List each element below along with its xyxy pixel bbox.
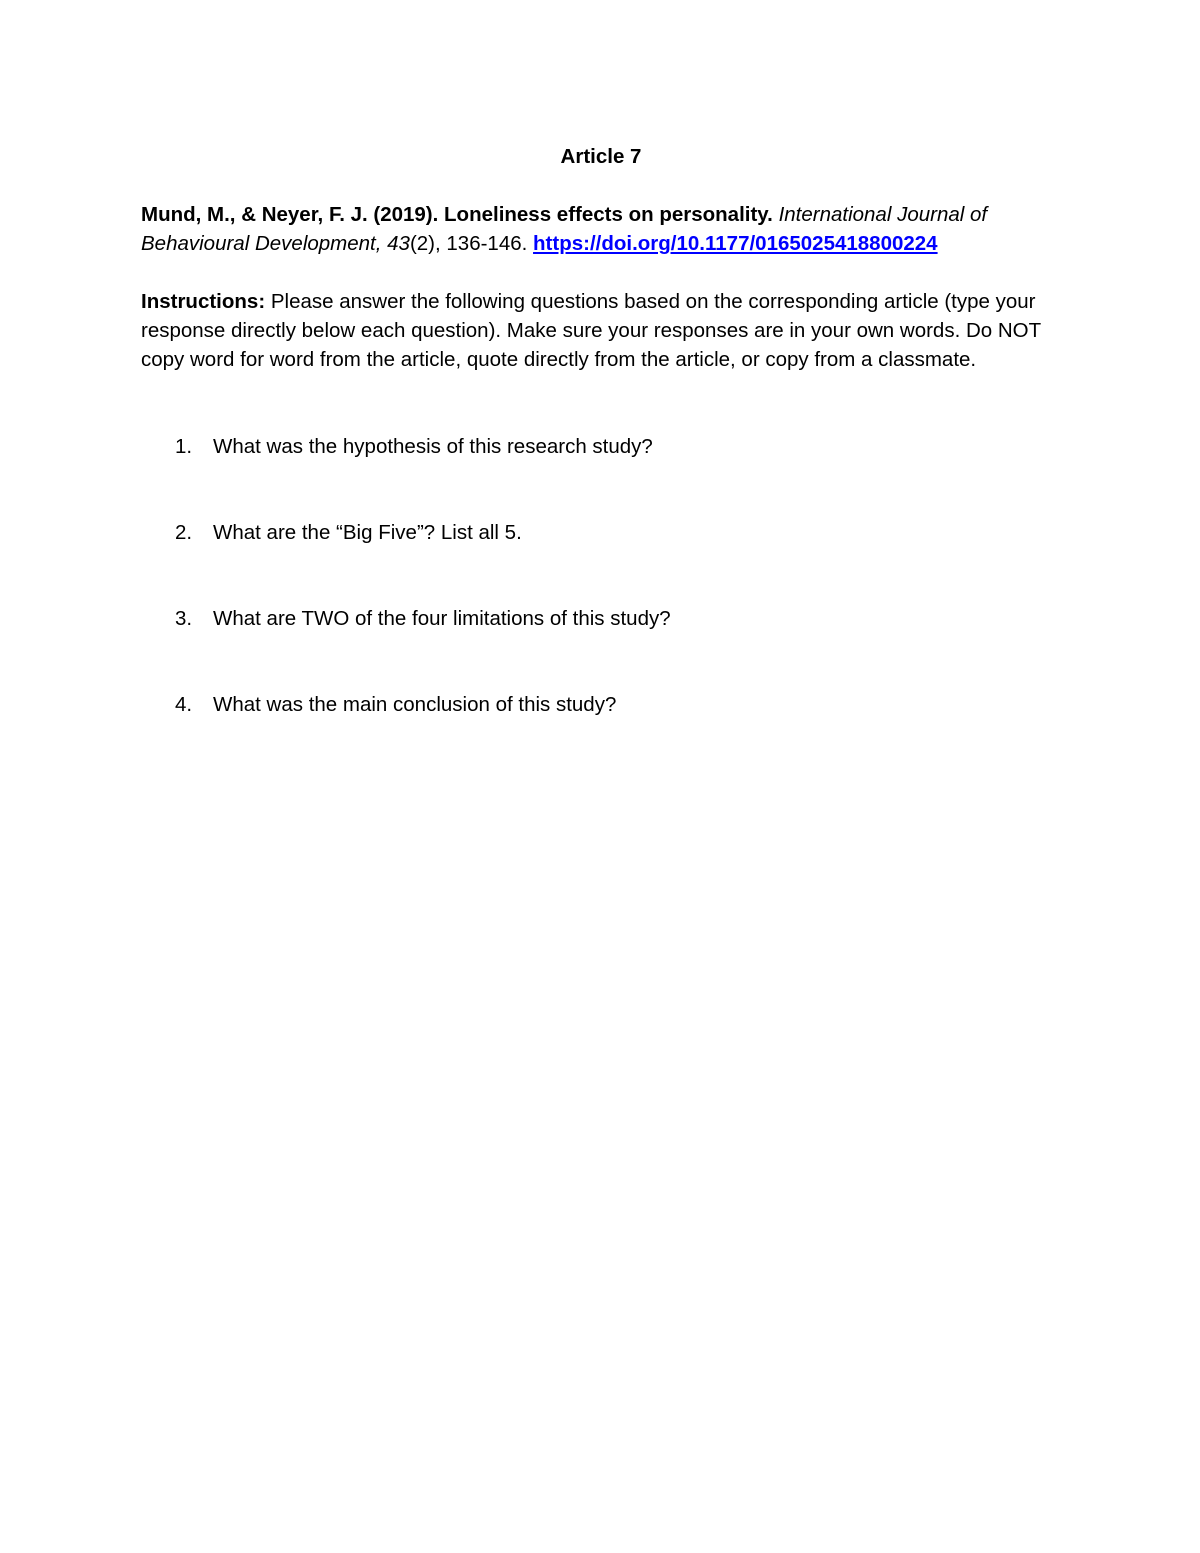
question-item <box>141 432 1061 461</box>
question-list <box>141 432 1061 719</box>
doi-link[interactable]: https://doi.org/10.1177/0165025418800224 <box>533 232 938 255</box>
citation-journal: International Journal of Behavioural Development, 43 <box>141 203 988 255</box>
citation-issue: (2), 136-146. <box>409 232 534 255</box>
instructions-label: Instructions: <box>141 290 266 313</box>
document-content <box>141 142 1061 776</box>
question-text: What was the hypothesis of this research study? <box>213 435 653 458</box>
question-item <box>141 518 1061 547</box>
question-number: 2. <box>175 521 193 544</box>
question-number: 3. <box>175 607 193 630</box>
document-title: Article 7 <box>560 145 642 168</box>
instructions <box>141 287 1061 374</box>
question-number: 1. <box>175 435 193 458</box>
instructions-text: Please answer the following questions based on the corresponding article (type your response directly below each question). Make sure your responses are in your own words. Do NOT copy word for word from the article, quote directly from the article, or copy from a classmate. <box>141 290 1041 371</box>
citation-authors: Mund, M., & Neyer, F. J. (2019). Loneliness effects on personality. <box>141 203 779 226</box>
question-number: 4. <box>175 693 193 716</box>
question-item <box>141 604 1061 633</box>
question-text: What are TWO of the four limitations of this study? <box>213 607 671 630</box>
question-text: What are the “Big Five”? List all 5. <box>213 521 522 544</box>
citation <box>141 200 1061 258</box>
question-text: What was the main conclusion of this study? <box>213 693 617 716</box>
question-item <box>141 690 1061 719</box>
